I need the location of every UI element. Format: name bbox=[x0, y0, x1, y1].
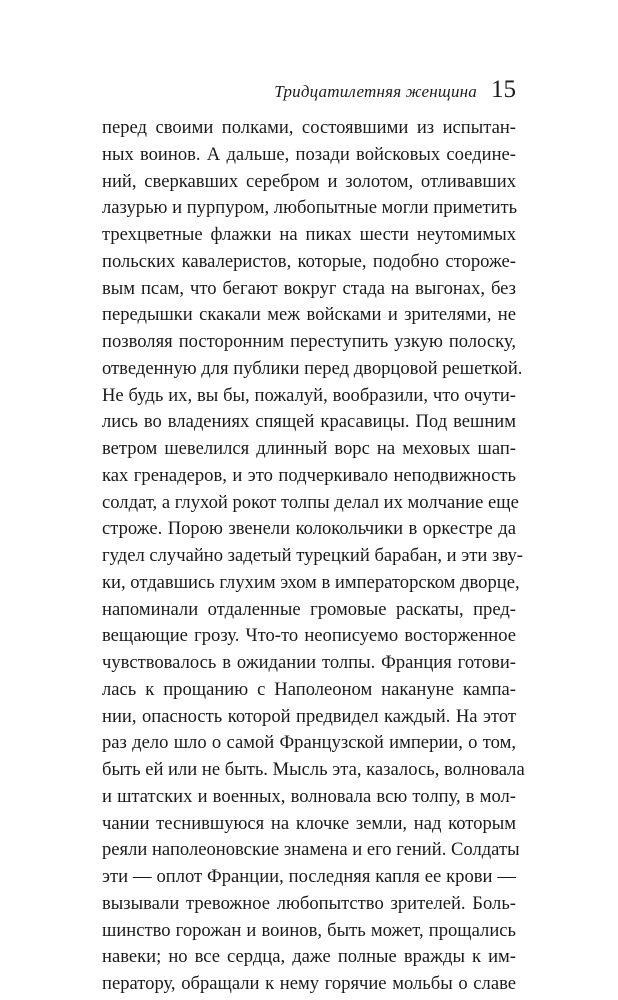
text-line: навеки; но все сердца, даже полные вражды к им- bbox=[102, 946, 516, 968]
text-line: нии, опасность которой предвидел каждый. На этот bbox=[102, 705, 516, 727]
text-line: вым псам, что бегают вокруг стада на выгонах, без bbox=[102, 277, 516, 299]
text-line: эти — оплот Франции, последняя капля ее крови — bbox=[102, 866, 516, 887]
text-line: вызывали тревожное любопытство зрителей. Боль- bbox=[102, 892, 516, 914]
text-line: чании теснившуюся на клочке земли, над которым bbox=[102, 812, 516, 834]
text-line: польских кавалеристов, которые, подобно стороже- bbox=[102, 250, 516, 272]
text-line: позволяя посторонним переступить узкую полоску, bbox=[102, 331, 516, 352]
text-line: чувствовалось в ожидании толпы. Франция готови- bbox=[102, 652, 516, 673]
running-head bbox=[274, 76, 516, 104]
page-number: 15 bbox=[491, 76, 516, 103]
text-line: трехцветные флажки на пиках шести неутомимых bbox=[102, 224, 516, 245]
text-line: перед своими полками, состоявшими из испытан- bbox=[102, 117, 516, 138]
text-line: отведенную для публики перед дворцовой решеткой. bbox=[102, 357, 523, 379]
text-line: лись во владениях спящей красавицы. Под вешним bbox=[102, 411, 516, 433]
text-line: вещающие грозу. Что-то неописуемо восторженное bbox=[102, 625, 516, 647]
text-line: шинство горожан и воинов, быть может, прощались bbox=[102, 919, 516, 941]
text-line: раз дело шло о самой Французской империи, о том, bbox=[102, 732, 516, 754]
text-line: лазурью и пурпуром, любопытные могли приметить bbox=[102, 197, 518, 219]
text-line: солдат, а глухой рокот толпы делал их молчание еще bbox=[102, 491, 519, 513]
text-line: передышки скакали меж войсками и зрителями, не bbox=[102, 304, 516, 326]
text-line: и штатских и военных, волновала всю толпу, в мол- bbox=[102, 785, 516, 807]
text-line: напоминали отдаленные громовые раскаты, пред- bbox=[102, 598, 516, 620]
text-line: быть ей или не быть. Мысль эта, казалось, волновала bbox=[102, 759, 525, 780]
text-line: ных воинов. А дальше, позади войсковых соедине- bbox=[102, 143, 516, 165]
text-line: ках гренадеров, и это подчеркивало неподвижность bbox=[102, 464, 516, 486]
text-line: ний, сверкавших серебром и золотом, отливавших bbox=[102, 170, 516, 192]
text-line: строже. Порою звенели колокольчики в оркестре да bbox=[102, 518, 516, 540]
text-line: ки, отдавшись глухим эхом в императорском дворце, bbox=[102, 571, 520, 593]
text-line: ветром шевелился длинный ворс на меховых шап- bbox=[102, 438, 516, 459]
text-line: Не будь их, вы бы, пожалуй, вообразили, что очути- bbox=[102, 384, 516, 406]
text-line: ператору, обращали к нему горячие мольбы о славе bbox=[102, 973, 516, 994]
text-line: гудел случайно задетый турецкий барабан, и эти зву- bbox=[102, 545, 523, 566]
body-text bbox=[102, 115, 525, 998]
text-line: лась к прощанию с Наполеоном накануне кампа- bbox=[102, 678, 516, 700]
running-title: Тридцатилетняя женщина bbox=[274, 82, 477, 101]
text-line: реяли наполеоновские знамена и его гений. Солдаты bbox=[102, 839, 520, 861]
